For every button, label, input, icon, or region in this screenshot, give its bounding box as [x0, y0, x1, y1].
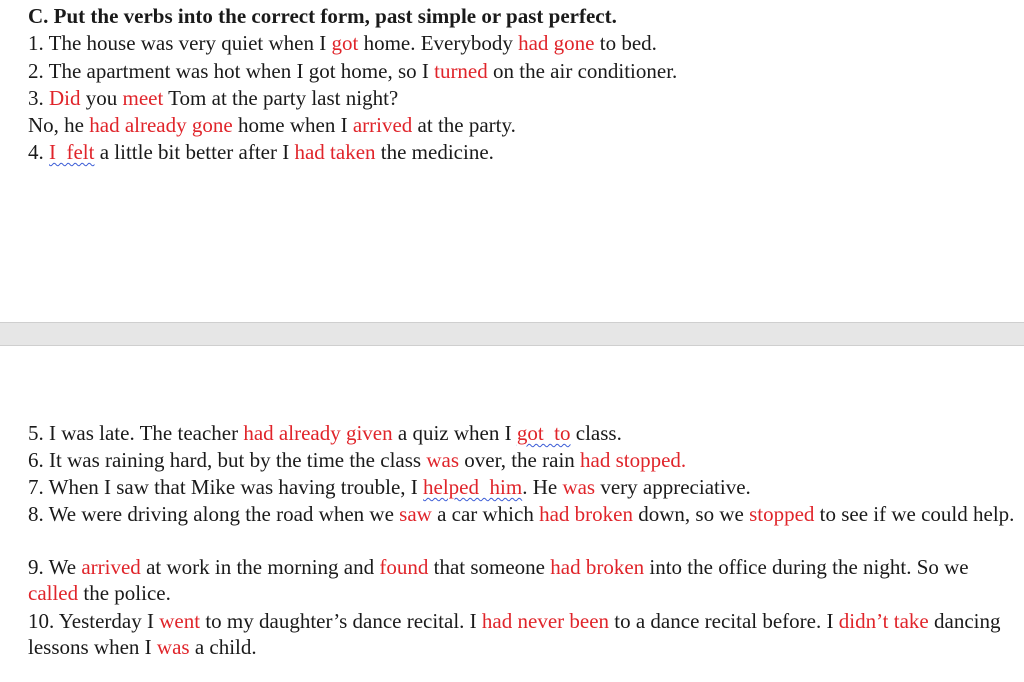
- answer: had stopped.: [580, 448, 687, 472]
- sentence-4: 4. I felt a little bit better after I had taken the medicine.: [28, 140, 494, 164]
- answer: arrived: [352, 113, 413, 137]
- answer: was: [426, 448, 459, 472]
- answer: had broken: [550, 555, 645, 579]
- answer: had already gone: [89, 113, 233, 137]
- answer: Did: [49, 86, 81, 110]
- answer: had never been: [481, 609, 610, 633]
- answer-spellcheck[interactable]: helped him: [423, 475, 523, 499]
- answer: was: [562, 475, 596, 499]
- answer: turned: [434, 59, 488, 83]
- document-page-2: [0, 346, 1024, 682]
- answer: got: [331, 31, 359, 55]
- answer: saw: [399, 502, 432, 526]
- answer: had gone: [518, 31, 595, 55]
- sentence-10: 10. Yesterday I went to my daughter’s dance recital. I had never been to a dance recital before. I didn’t take dancing lessons when I was a child.: [28, 609, 1001, 659]
- answer-spellcheck[interactable]: I felt: [49, 140, 95, 164]
- sentence-6: 6. It was raining hard, but by the time the class was over, the rain had stopped.: [28, 448, 687, 472]
- answer: didn’t take: [838, 609, 929, 633]
- sentence-2: 2. The apartment was hot when I got home, so I turned on the air conditioner.: [28, 59, 678, 83]
- sentence-8: 8. We were driving along the road when we saw a car which had broken down, so we stopped to see if we could help.: [28, 502, 1015, 526]
- answer-spellcheck[interactable]: got to: [516, 421, 571, 445]
- answer: had broken: [539, 502, 633, 526]
- sentence-1: 1. The house was very quiet when I got home. Everybody had gone to bed.: [28, 31, 657, 55]
- answer: was: [156, 635, 190, 659]
- page-break: [0, 322, 1024, 346]
- sentence-3-reply: No, he had already gone home when I arrived at the party.: [28, 113, 516, 137]
- answer: stopped: [749, 502, 815, 526]
- answer: had already given: [243, 421, 393, 445]
- answer: found: [379, 555, 429, 579]
- sentence-5: 5. I was late. The teacher had already given a quiz when I got to class.: [28, 421, 622, 445]
- sentence-3: 3. Did you meet Tom at the party last night?: [28, 86, 399, 110]
- exercise-title: C. Put the verbs into the correct form, past simple or past perfect.: [28, 4, 617, 28]
- answer: called: [28, 581, 79, 605]
- answer: arrived: [81, 555, 141, 579]
- sentence-7: 7. When I saw that Mike was having trouble, I helped him. He was very appreciative.: [28, 475, 751, 499]
- answer: meet: [122, 86, 164, 110]
- answer: went: [159, 609, 201, 633]
- document-page-1: [0, 0, 1024, 322]
- answer: had taken: [294, 140, 376, 164]
- sentence-9: 9. We arrived at work in the morning and found that someone had broken into the office during the night. So we called the police.: [28, 555, 969, 605]
